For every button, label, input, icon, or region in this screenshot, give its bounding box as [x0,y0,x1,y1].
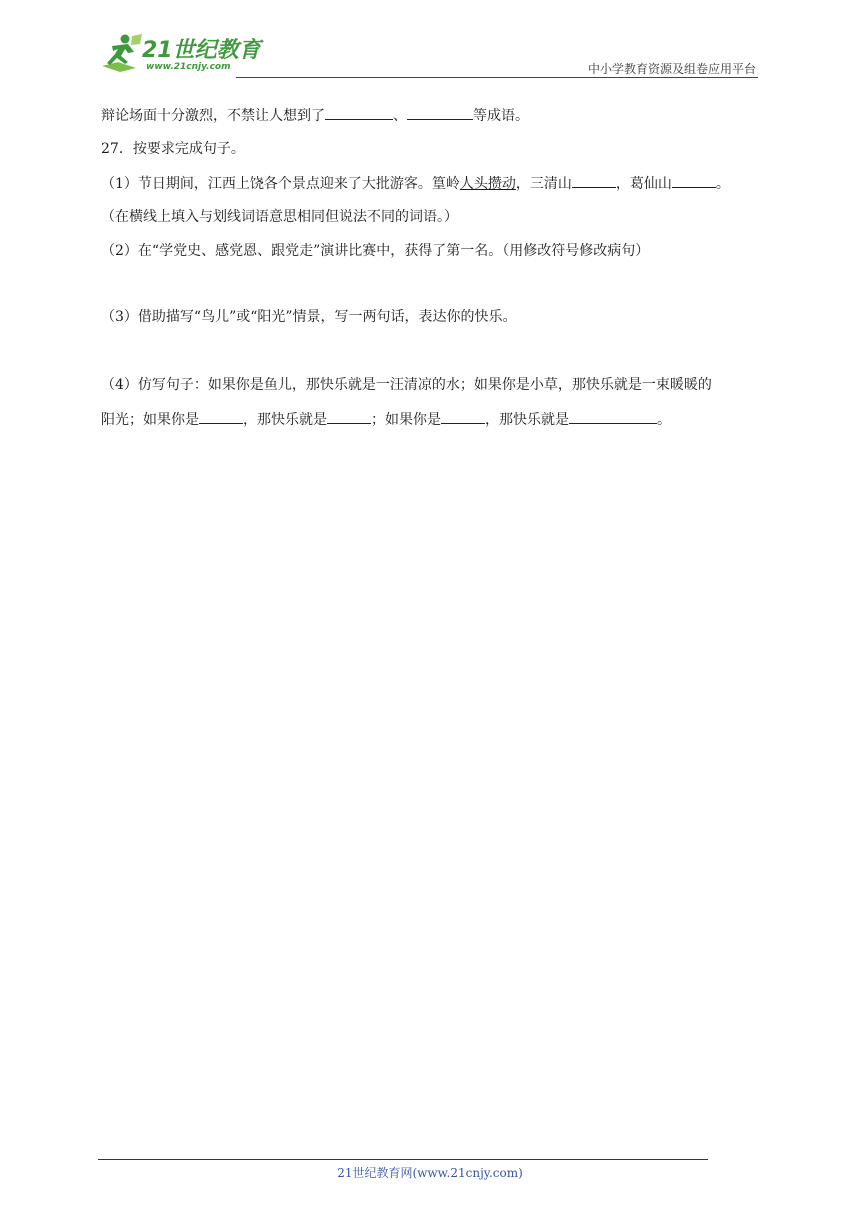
question-27-title: 27．按要求完成句子。 [101,141,245,157]
page-header [98,28,758,78]
sub-question-4-continued: 阳光；如果你是 ，那快乐就是 ；如果你是 ，那快乐就是 。 [101,409,671,430]
answer-blank [325,105,393,120]
site-logo [98,32,263,74]
sub-question-4: （4）仿写句子：如果你是鱼儿，那快乐就是一汪清凉的水；如果你是小草，那快乐就是一束暖暖的 [101,377,712,393]
logo-title: 21世纪教育 [142,38,261,63]
header-tagline: 中小学教育资源及组卷应用平台 [587,62,756,76]
sub-question-3: （3）借助描写“鸟儿”或“阳光”情景，写一两句话，表达你的快乐。 [101,309,517,325]
sub-question-1: （1）节日期间，江西上饶各个景点迎来了大批游客。篁岭人头攒动，三清山 ，葛仙山 。 [101,173,730,194]
answer-blank [407,105,473,120]
answer-blank [572,173,616,188]
answer-blank [569,409,657,424]
paragraph-idioms: 辩论场面十分激烈，不禁让人想到了 、 等成语。 [101,105,529,126]
sub-question-1-note: （在横线上填入与划线词语意思相同但说法不同的词语。） [101,209,458,225]
answer-blank [441,409,485,424]
page-footer: 21世纪教育网(www.21cnjy.com) [337,1166,523,1180]
answer-blank [199,409,243,424]
logo-url: www.21cnjy.com [146,62,231,72]
answer-blank [672,173,716,188]
underlined-phrase: 人头攒动 [459,176,516,192]
footer-divider [98,1159,708,1160]
running-man-logo-icon [98,32,146,76]
answer-blank [327,409,371,424]
header-divider [236,77,758,78]
sub-question-2: （2）在“学党史、感党恩、跟党走”演讲比赛中，获得了第一名。（用修改符号修改病句） [101,243,650,259]
